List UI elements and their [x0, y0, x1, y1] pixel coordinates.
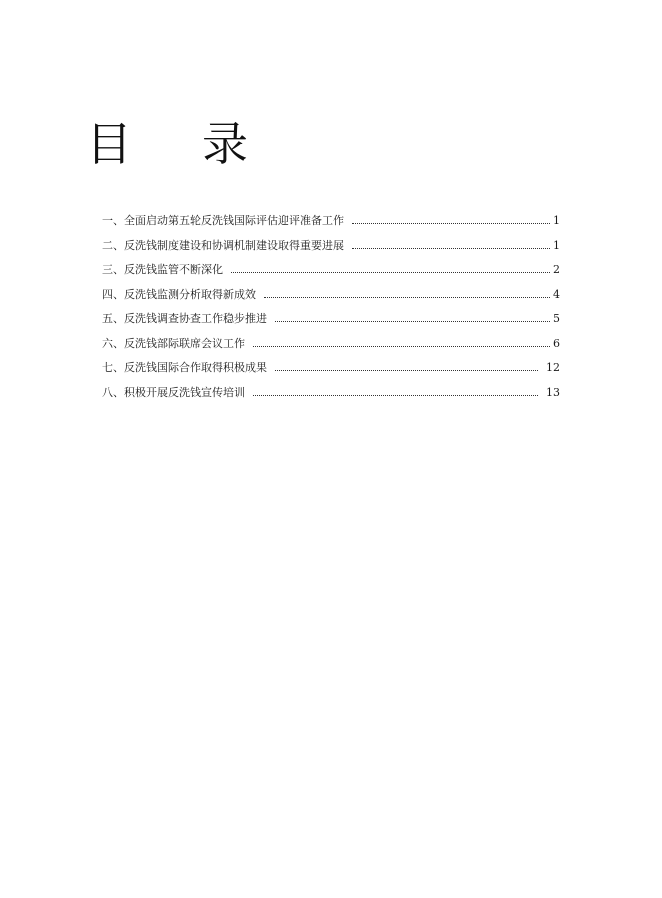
toc-dot-leader	[231, 272, 550, 273]
toc-dot-leader	[352, 223, 550, 224]
toc-dot-leader	[275, 370, 538, 371]
toc-entry-label: 七、反洗钱国际合作取得积极成果	[102, 361, 267, 374]
toc-entry[interactable]	[102, 385, 560, 410]
toc-entry[interactable]	[102, 238, 560, 263]
toc-dot-leader	[253, 346, 550, 347]
toc-entry[interactable]	[102, 213, 560, 238]
table-of-contents	[102, 213, 560, 409]
title-char-2: 录	[202, 117, 248, 171]
toc-dot-leader	[352, 248, 550, 249]
toc-entry-label: 五、反洗钱调查协查工作稳步推进	[102, 312, 267, 325]
toc-entry-label: 八、积极开展反洗钱宣传培训	[102, 385, 245, 399]
toc-entry-page: 1	[553, 238, 560, 252]
toc-entry-label: 三、反洗钱监管不断深化	[102, 263, 223, 276]
toc-entry-label: 四、反洗钱监测分析取得新成效	[102, 287, 256, 301]
toc-entry-page: 12	[546, 361, 560, 374]
toc-entry-page: 5	[553, 312, 560, 325]
toc-entry[interactable]	[102, 311, 560, 336]
title-char-1: 目	[86, 117, 132, 171]
toc-entry-label: 六、反洗钱部际联席会议工作	[102, 336, 245, 350]
toc-dot-leader	[253, 395, 538, 396]
toc-dot-leader	[275, 321, 550, 322]
page-title	[86, 108, 248, 174]
toc-entry[interactable]	[102, 262, 560, 287]
toc-entry-page: 2	[553, 263, 560, 276]
toc-dot-leader	[264, 297, 550, 298]
toc-entry-page: 6	[553, 336, 560, 350]
toc-entry[interactable]	[102, 360, 560, 385]
toc-entry-label: 二、反洗钱制度建设和协调机制建设取得重要进展	[102, 238, 344, 252]
toc-entry-page: 4	[553, 287, 560, 301]
toc-entry-page: 1	[553, 214, 560, 227]
toc-entry-label: 一、全面启动第五轮反洗钱国际评估迎评准备工作	[102, 214, 344, 227]
toc-entry-page: 13	[546, 385, 560, 399]
toc-entry[interactable]	[102, 336, 560, 361]
toc-entry[interactable]	[102, 287, 560, 312]
